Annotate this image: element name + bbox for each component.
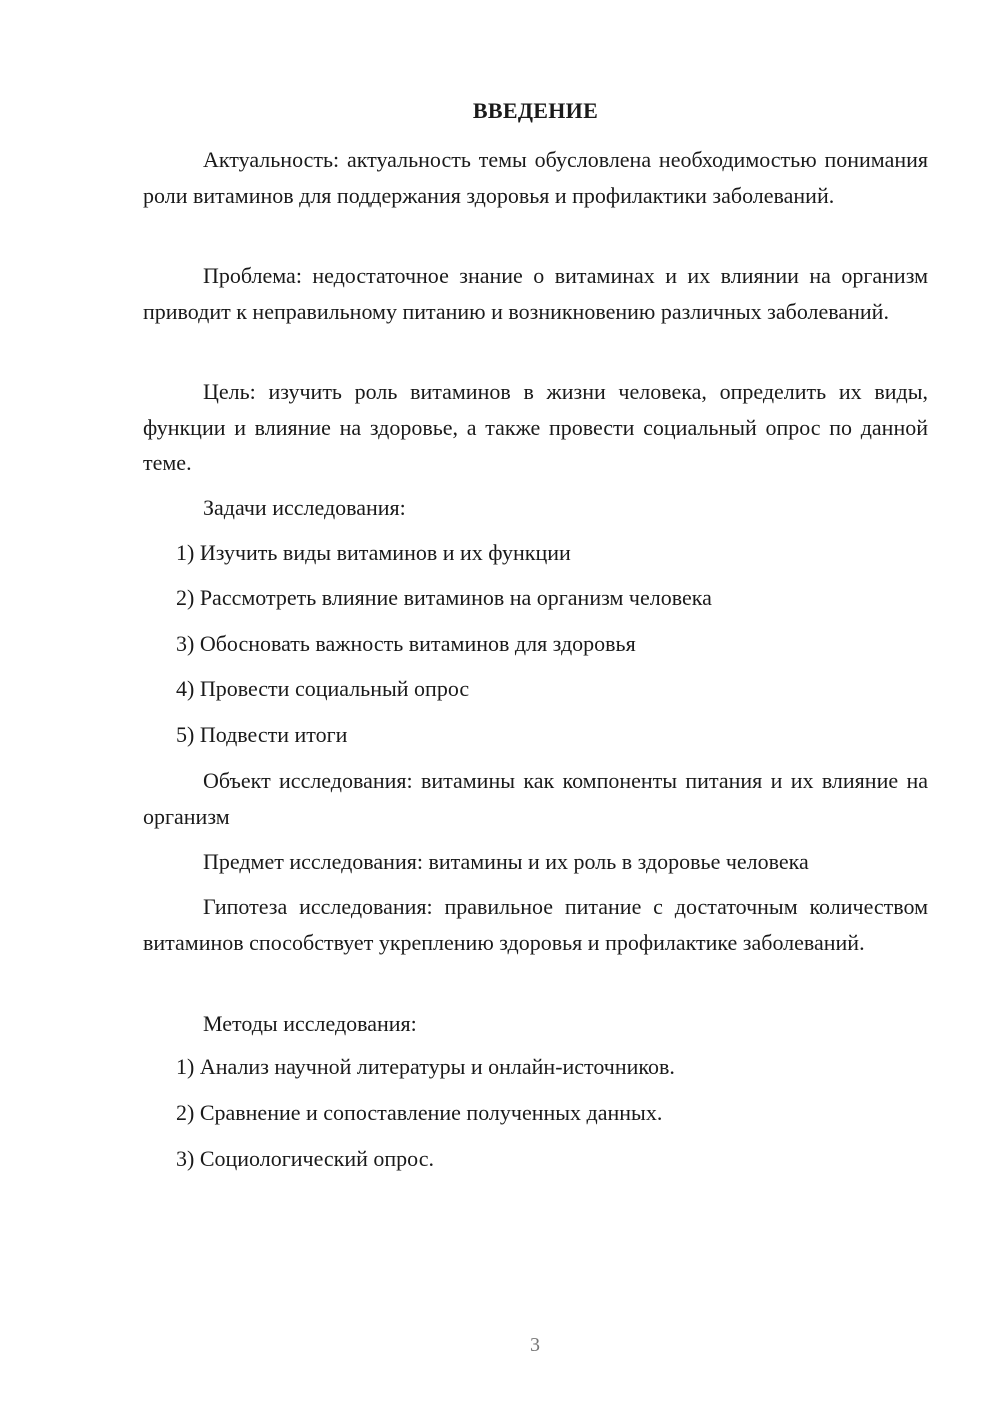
method-item: 1) Анализ научной литературы и онлайн-источников.	[176, 1054, 675, 1079]
relevance-paragraph: Актуальность: актуальность темы обусловлена необходимостью понимания роли витаминов для поддержания здоровья и профилактики заболеваний.	[143, 147, 928, 208]
task-item: 5) Подвести итоги	[176, 722, 348, 747]
hypothesis-paragraph: Гипотеза исследования: правильное питание с достаточным количеством витаминов способствует укреплению здоровья и профилактике заболеваний.	[143, 894, 928, 955]
tasks-heading: Задачи исследования:	[203, 495, 406, 520]
method-item: 3) Социологический опрос.	[176, 1146, 434, 1171]
goal-paragraph: Цель: изучить роль витаминов в жизни человека, определить их виды, функции и влияние на здоровье, а также провести социальный опрос по данной теме.	[143, 379, 928, 475]
problem-paragraph: Проблема: недостаточное знание о витаминах и их влиянии на организм приводит к неправильному питанию и возникновению различных заболеваний.	[143, 263, 928, 324]
methods-heading: Методы исследования:	[203, 1011, 417, 1036]
task-item: 3) Обосновать важность витаминов для здоровья	[176, 631, 636, 656]
task-item: 2) Рассмотреть влияние витаминов на организм человека	[176, 585, 712, 610]
task-item: 4) Провести социальный опрос	[176, 676, 470, 701]
task-item: 1) Изучить виды витаминов и их функции	[176, 540, 571, 565]
page-number: 3	[530, 1334, 540, 1356]
method-item: 2) Сравнение и сопоставление полученных данных.	[176, 1100, 663, 1125]
object-paragraph: Объект исследования: витамины как компоненты питания и их влияние на организм	[143, 768, 928, 829]
page-title: ВВЕДЕНИЕ	[472, 98, 599, 123]
subject-paragraph: Предмет исследования: витамины и их роль в здоровье человека	[203, 849, 809, 874]
